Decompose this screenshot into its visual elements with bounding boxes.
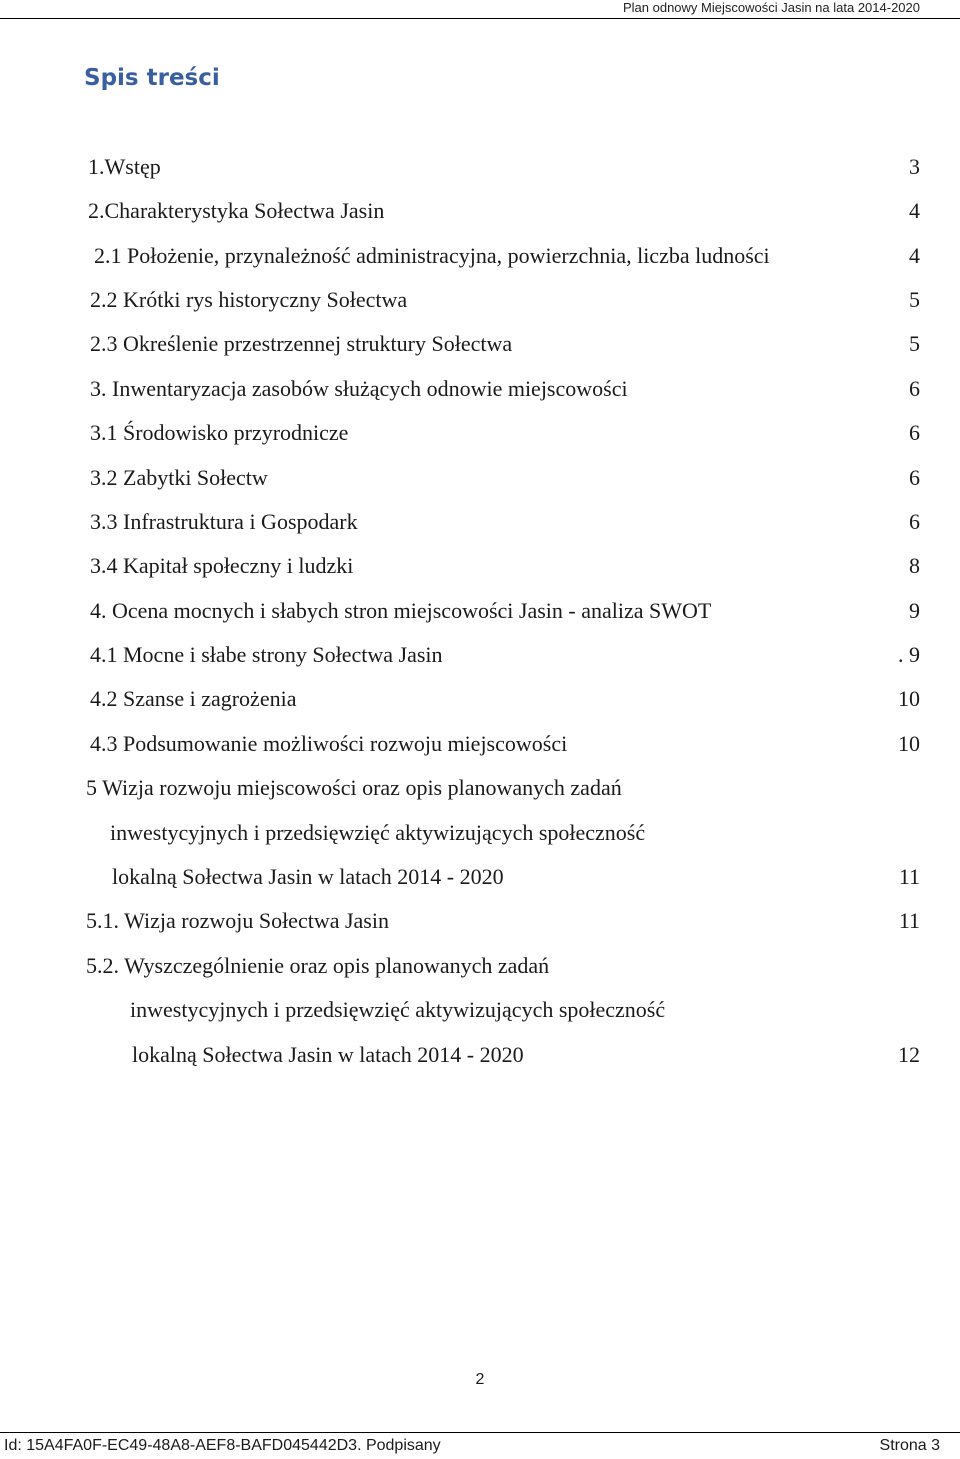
toc-entry-page: 10 — [898, 686, 920, 711]
toc-entry-text: 2.1 Położenie, przynależność administracyjna, powierzchnia, liczba ludności — [94, 243, 770, 268]
toc-entry[interactable] — [0, 241, 960, 285]
toc-entry-page: 6 — [909, 465, 920, 490]
toc-entry[interactable] — [0, 463, 960, 507]
toc-entry-page: 4 — [909, 198, 920, 223]
toc-entry-text: 2.Charakterystyka Sołectwa Jasin — [88, 198, 385, 223]
toc-entry[interactable] — [0, 862, 960, 906]
toc-entry-text: lokalną Sołectwa Jasin w latach 2014 - 2020 — [112, 864, 504, 889]
toc-entry-text: 3.4 Kapitał społeczny i ludzki — [90, 553, 354, 578]
toc-entry-page: 6 — [909, 509, 920, 534]
toc-entry[interactable] — [0, 329, 960, 373]
toc-entry-text: inwestycyjnych i przedsięwzięć aktywizujących społeczność — [130, 997, 666, 1022]
toc-entry-text: 1.Wstęp — [88, 154, 161, 179]
toc-entry-page: . 9 — [898, 642, 920, 667]
toc-entry[interactable] — [0, 596, 960, 640]
toc-entry-page: 5 — [909, 331, 920, 356]
document-id: Id: 15A4FA0F-EC49-48A8-AEF8-BAFD045442D3. Podpisany — [4, 1437, 441, 1454]
toc-entry-text: 5.1. Wizja rozwoju Sołectwa Jasin — [86, 908, 389, 933]
toc-entry[interactable] — [0, 773, 960, 817]
page-number: 2 — [475, 1371, 485, 1388]
toc-entry-text: 2.3 Określenie przestrzennej struktury Sołectwa — [90, 331, 513, 356]
footer — [0, 1432, 960, 1459]
toc-entry[interactable] — [0, 374, 960, 418]
toc-entry-page: 10 — [898, 731, 920, 756]
toc-entry[interactable] — [0, 684, 960, 728]
toc-entry[interactable] — [0, 951, 960, 995]
toc-entry-text: 5 Wizja rozwoju miejscowości oraz opis planowanych zadań — [86, 775, 622, 800]
toc-entry-page: 12 — [898, 1042, 920, 1067]
toc-entry-page: 4 — [909, 243, 920, 268]
toc-entry-page: 11 — [898, 864, 920, 889]
toc-entry-text: 5.2. Wyszczególnienie oraz opis planowanych zadań — [86, 953, 550, 978]
toc-entry[interactable] — [0, 729, 960, 773]
toc-entry[interactable] — [0, 551, 960, 595]
toc-title: Spis treści — [84, 65, 220, 91]
toc-entry-text: 4. Ocena mocnych i słabych stron miejscowości Jasin - analiza SWOT — [90, 598, 712, 623]
toc-entry-page: 6 — [909, 376, 920, 401]
toc-entry-text: 2.2 Krótki rys historyczny Sołectwa — [90, 287, 408, 312]
toc-entry-text: 4.3 Podsumowanie możliwości rozwoju miejscowości — [90, 731, 568, 756]
toc-entry-text: 4.2 Szanse i zagrożenia — [90, 686, 297, 711]
toc-entry[interactable] — [0, 152, 960, 196]
toc-entry-text: inwestycyjnych i przedsięwzięć aktywizujących społeczność — [110, 820, 646, 845]
toc-entry[interactable] — [0, 818, 960, 862]
toc-entry-page: 3 — [909, 154, 920, 179]
toc-entry-text: 3. Inwentaryzacja zasobów służących odnowie miejscowości — [90, 376, 628, 401]
toc-entry[interactable] — [0, 196, 960, 240]
toc-entry-text: 3.2 Zabytki Sołectw — [90, 465, 268, 490]
toc-entry[interactable] — [0, 995, 960, 1039]
toc-entry-text: lokalną Sołectwa Jasin w latach 2014 - 2020 — [132, 1042, 524, 1067]
toc-entry[interactable] — [0, 507, 960, 551]
toc-entry-text: 4.1 Mocne i słabe strony Sołectwa Jasin — [90, 642, 443, 667]
toc-entry-page: 5 — [909, 287, 920, 312]
toc-entry-text: 3.3 Infrastruktura i Gospodark — [90, 509, 358, 534]
toc-entry[interactable] — [0, 640, 960, 684]
toc-entry-page: 8 — [909, 553, 920, 578]
sheet-number: Strona 3 — [879, 1437, 940, 1454]
toc-entry[interactable] — [0, 1040, 960, 1084]
toc-entry[interactable] — [0, 285, 960, 329]
toc-entry[interactable] — [0, 906, 960, 950]
toc-entry-page: 11 — [898, 908, 920, 933]
toc-entry-page: 9 — [909, 598, 920, 623]
toc-entry[interactable] — [0, 418, 960, 462]
toc-entry-page: 6 — [909, 420, 920, 445]
running-header-title: Plan odnowy Miejscowości Jasin na lata 2014-2020 — [622, 0, 920, 15]
toc-entry-text: 3.1 Środowisko przyrodnicze — [90, 420, 349, 445]
